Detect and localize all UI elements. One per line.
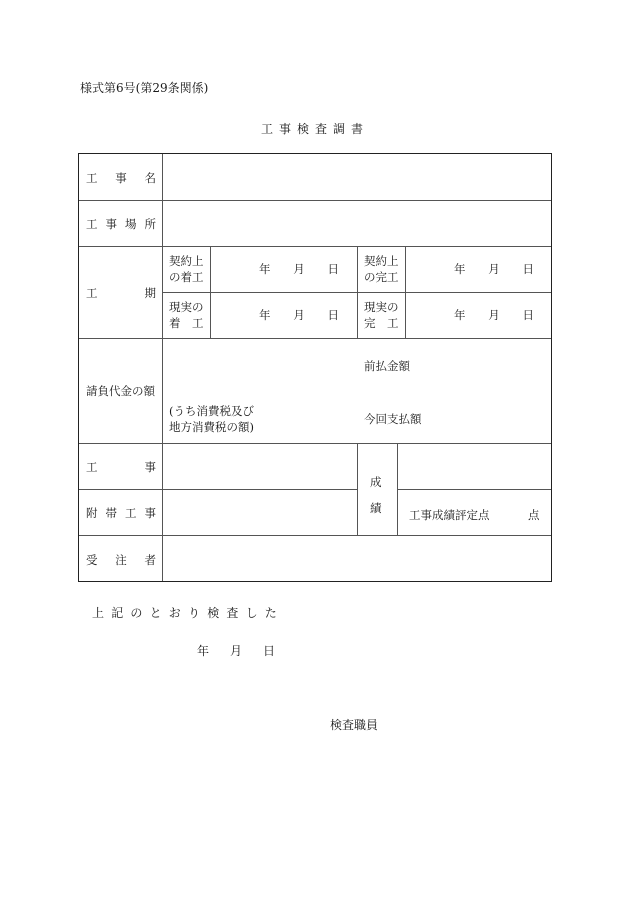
construction-site-label: 工 事 場 所 xyxy=(86,217,156,231)
score-unit: 点 xyxy=(528,508,540,522)
inspection-table xyxy=(78,153,552,582)
current-payment-label: 今回支払額 xyxy=(364,412,422,426)
score-label: 工事成績評定点 xyxy=(409,508,490,522)
tax-note: (うち消費税及び 地方消費税の額) xyxy=(169,404,254,434)
form-number: 様式第6号(第29条関係) xyxy=(80,81,209,95)
contract-end-label: 契約上 の完工 xyxy=(364,254,399,284)
document-title: 工事検査調書 xyxy=(260,122,369,136)
construction-name-field[interactable] xyxy=(163,154,551,200)
actual-end-label: 現実の 完 工 xyxy=(364,300,399,330)
contractor-field[interactable] xyxy=(163,535,551,581)
incidental-work-label: 附 帯 工 事 xyxy=(86,506,156,520)
contract-end-date[interactable]: 年 月 日 xyxy=(454,262,534,276)
actual-start-label: 現実の 着 工 xyxy=(169,300,204,330)
construction-site-field[interactable] xyxy=(163,200,551,246)
contract-start-date[interactable]: 年 月 日 xyxy=(259,262,339,276)
advance-payment-label: 前払金額 xyxy=(364,359,410,373)
contract-amount-label: 請負代金の額 xyxy=(86,384,155,398)
contract-start-label: 契約上 の着工 xyxy=(169,254,204,284)
grade-label: 成 績 xyxy=(370,475,382,515)
inspector-label: 検査職員 xyxy=(330,718,379,732)
period-label: 工 期 xyxy=(86,286,156,300)
actual-start-date[interactable]: 年 月 日 xyxy=(259,308,339,322)
construction-name-label: 工 事 名 xyxy=(86,171,156,185)
inspection-date[interactable]: 年 月 日 xyxy=(197,644,275,658)
construction-label: 工 事 xyxy=(86,460,156,474)
actual-end-date[interactable]: 年 月 日 xyxy=(454,308,534,322)
confirmation-text: 上記のとおり検査した xyxy=(92,606,285,620)
contractor-label: 受 注 者 xyxy=(86,553,156,567)
